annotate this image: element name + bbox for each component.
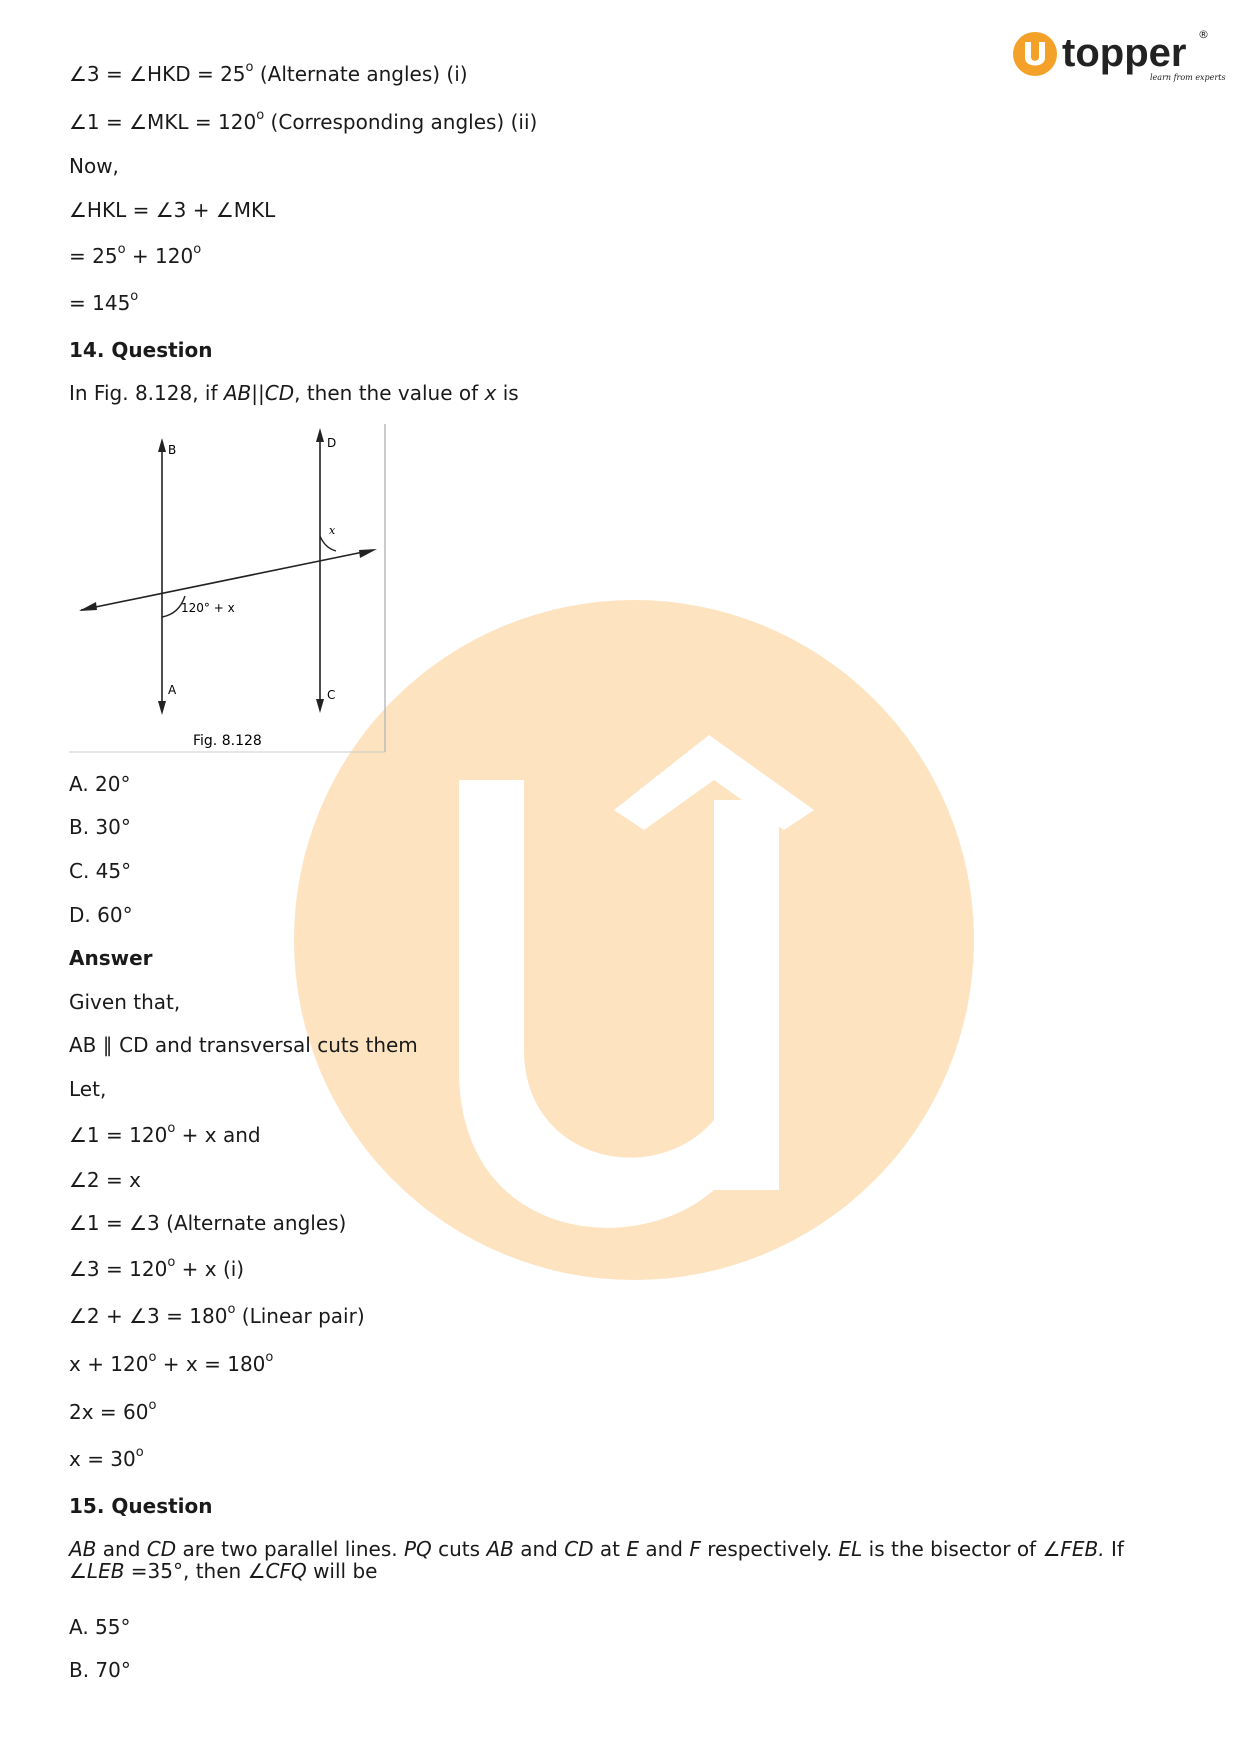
- q14-answer-line-5: ∠2 = x: [69, 1168, 141, 1192]
- q14-answer-line-7: ∠3 = $120^o + x$ (i): [69, 1255, 245, 1281]
- logo-brand: topper: [1062, 31, 1187, 75]
- q14-heading: 14. Question: [69, 338, 213, 362]
- q14-option-d: D. 60°: [69, 903, 133, 927]
- prev-line-1: ∠3 = ∠HKD = $25^o$ (Alternate angles) (i): [69, 60, 468, 86]
- q14-answer-line-1: Given that,: [69, 990, 181, 1014]
- logo-tagline: learn from experts: [1150, 73, 1226, 82]
- topper-logo-icon: [1010, 24, 1226, 94]
- q14-option-c: C. 45°: [69, 859, 132, 883]
- prev-line-2: ∠1 = ∠MKL = $120^o$ (Corresponding angles) (ii): [69, 108, 538, 134]
- q14-answer-line-3: Let,: [69, 1077, 107, 1101]
- fig-label-b: B: [168, 443, 177, 457]
- q14-answer-line-8: ∠2 + ∠3 = $180^o$ (Linear pair): [69, 1302, 365, 1328]
- fig-caption: Fig. 8.128: [193, 733, 262, 749]
- q15-option-b: B. 70°: [69, 1658, 131, 1682]
- prev-line-6: = $145^o$: [69, 289, 139, 315]
- topper-logo: [1010, 24, 1226, 94]
- prev-line-4: ∠HKL = ∠3 + ∠MKL: [69, 198, 276, 222]
- q15-stem: AB and CD are two parallel lines. PQ cuts AB and CD at E and F respectively. EL is the bisector of ∠FEB. If ∠LEB =35°, then ∠CFQ will be: [69, 1537, 1124, 1583]
- q14-option-b: B. 30°: [69, 815, 131, 839]
- q15-heading: 15. Question: [69, 1494, 213, 1518]
- q14-answer-line-4: ∠1 = $120^o + x$ and: [69, 1121, 261, 1147]
- prev-line-3: Now,: [69, 154, 119, 178]
- q14-answer-line-6: ∠1 = ∠3 (Alternate angles): [69, 1211, 347, 1235]
- q14-answer-heading: Answer: [69, 946, 153, 970]
- fig-label-d: D: [327, 436, 337, 450]
- q14-answer-line-10: $2x = 60^o$: [69, 1398, 157, 1424]
- q15-option-a: A. 55°: [69, 1615, 131, 1639]
- q14-option-a: A. 20°: [69, 772, 131, 796]
- fig-angle-right: x: [329, 524, 336, 537]
- logo-registered: ®: [1198, 28, 1209, 41]
- q14-answer-line-9: $x + 120^o + x = 180^o$: [69, 1350, 274, 1376]
- prev-line-5: = $25^o + 120^o$: [69, 242, 202, 268]
- q14-answer-line-2: AB ∥ CD and transversal cuts them: [69, 1033, 418, 1057]
- figure-8-128: [69, 424, 389, 754]
- q14-answer-line-11: $x = 30^o$: [69, 1445, 144, 1471]
- q14-stem: In Fig. 8.128, if AB||CD, then the value of x is: [69, 381, 519, 405]
- watermark-logo-icon: [294, 600, 974, 1280]
- fig-angle-left: 120° + x: [181, 601, 235, 615]
- fig-label-a: A: [168, 683, 177, 697]
- fig-label-c: C: [327, 688, 336, 702]
